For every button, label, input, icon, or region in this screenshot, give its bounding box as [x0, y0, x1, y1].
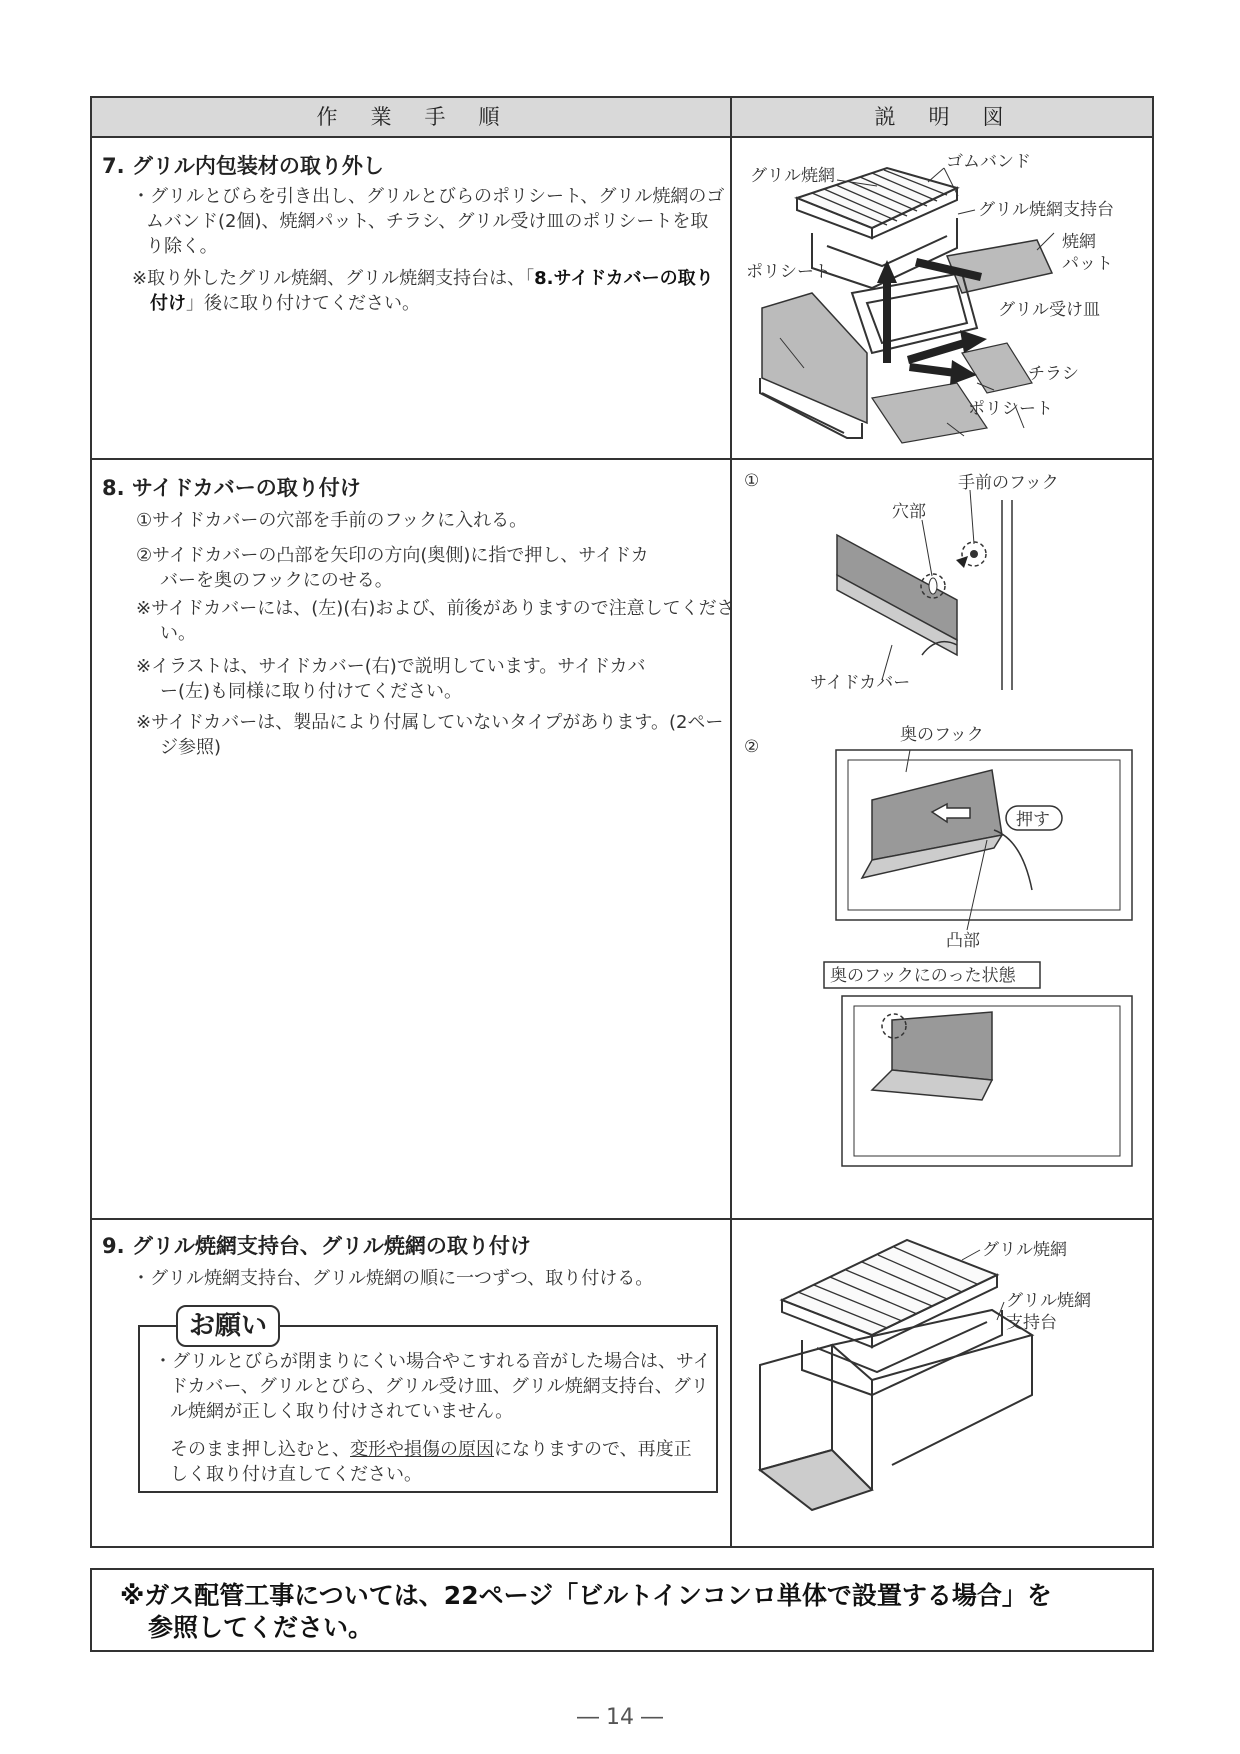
procedure-table — [90, 96, 1154, 1548]
table-header — [92, 98, 1152, 138]
step9-title: 9. グリル焼網支持台、グリル焼網の取り付け — [102, 1234, 531, 1258]
label-flyer: チラシ — [1028, 364, 1079, 384]
gas-pipe-note-line2: 参照してください。 — [148, 1613, 374, 1642]
gas-pipe-note-line1: ※ガス配管工事については、22ページ「ビルトインコンロ単体で設置する場合」を — [120, 1581, 1052, 1610]
gas-pipe-note — [120, 1580, 1052, 1644]
label-front-hook: 手前のフック — [958, 473, 1059, 493]
header-procedure: 作 業 手 順 — [316, 105, 506, 129]
label-grill-net: グリル焼網 — [750, 166, 835, 186]
request-box — [138, 1311, 718, 1493]
page-number: ― 14 ― — [577, 1705, 663, 1730]
label-net-pad-1: 焼網 — [1062, 232, 1096, 252]
label-grill-net-9: グリル焼網 — [982, 1240, 1067, 1260]
step8-item1: ①サイドカバーの穴部を手前のフックに入れる。 — [136, 510, 528, 531]
step8-note3: ※サイドカバーは、製品により付属していないタイプがあります。(2ページ参照) — [136, 712, 724, 758]
header-figure: 説 明 図 — [874, 105, 1010, 129]
step8-figure — [732, 460, 1152, 1216]
label-net-support: グリル焼網支持台 — [978, 200, 1114, 220]
label-side-cover: サイドカバー — [810, 673, 911, 693]
grill-net-9-drawing — [782, 1240, 1002, 1395]
step7-note: ※取り外したグリル焼網、グリル焼網支持台は、「8.サイドカバーの取り付け」後に取り付けてください。 — [132, 268, 714, 314]
side-cover-2-drawing — [836, 750, 1132, 930]
side-cover-3-drawing — [842, 996, 1132, 1166]
label-net-pad-2: パット — [1062, 254, 1113, 274]
label-poly-sheet-bottom: ポリシート — [968, 399, 1053, 419]
label-num1: ① — [744, 471, 760, 491]
step7-bullet: ・グリルとびらを引き出し、グリルとびらのポリシート、グリル焼網のゴムバンド(2個)、焼網パット、チラシ、グリル受け皿のポリシートを取り除く。 — [132, 186, 725, 257]
label-support-1: グリル焼網 — [1006, 1291, 1091, 1311]
step8-item2: ②サイドカバーの凸部を矢印の方向(奥側)に指で押し、サイドカバーを奥のフックにのせる。 — [136, 545, 649, 591]
step9-figure — [732, 1220, 1152, 1550]
label-support-2: 支持台 — [1006, 1313, 1057, 1333]
step8-note1: ※サイドカバーには、(左)(右)および、前後がありますので注意してください。 — [136, 598, 735, 644]
net-pad-shape — [947, 240, 1052, 293]
flyer-shape — [962, 343, 1032, 393]
step7-title: 7. グリル内包装材の取り外し — [102, 154, 384, 178]
label-push: 押す — [1016, 810, 1050, 830]
request-title: お願い — [176, 1305, 280, 1347]
label-num2: ② — [744, 737, 760, 757]
step7-figure — [732, 138, 1152, 458]
request-line2: そのまま押し込むと、変形や損傷の原因になりますので、再度正しく取り付け直してください。 — [170, 1439, 692, 1485]
door-poly-sheet — [762, 293, 867, 423]
step9-bullet: ・グリル焼網支持台、グリル焼網の順に一つずつ、取り付ける。 — [132, 1268, 654, 1289]
request-line1: ・グリルとびらが閉まりにくい場合やこすれる音がした場合は、サイドカバー、グリルとびら、グリル受け皿、グリル焼網支持台、グリル焼網が正しく取り付けされていません。 — [154, 1351, 711, 1422]
label-hole: 穴部 — [892, 502, 926, 522]
label-bump: 凸部 — [946, 931, 980, 951]
step8-title: 8. サイドカバーの取り付け — [102, 476, 361, 500]
insert-arrow — [944, 556, 968, 580]
label-poly-sheet-top: ポリシート — [746, 262, 831, 282]
label-back-hook: 奥のフック — [900, 725, 984, 745]
gas-pipe-note-box — [90, 1568, 1154, 1652]
step8-note2: ※イラストは、サイドカバー(右)で説明しています。サイドカバー(左)も同様に取り付けてください。 — [136, 656, 646, 702]
label-grill-pan: グリル受け皿 — [998, 300, 1100, 320]
label-state-caption: 奥のフックにのった状態 — [830, 966, 1016, 986]
label-rubber-band: ゴムバンド — [946, 152, 1031, 172]
